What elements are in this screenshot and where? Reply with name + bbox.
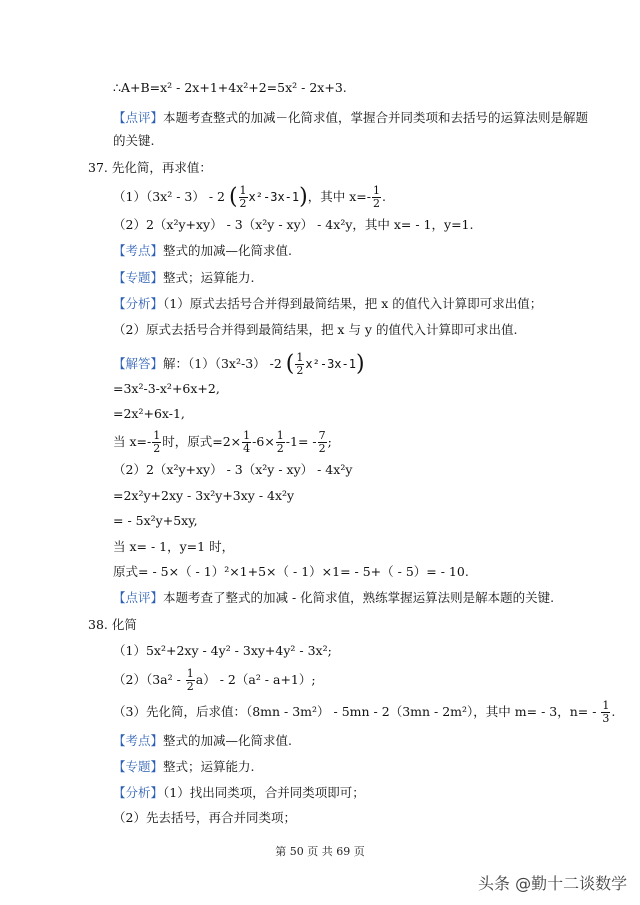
q37-1-fraction: $\frac{1}{2}$ xyxy=(239,184,247,210)
zhuanti-text: 整式；运算能力. xyxy=(163,270,255,285)
dianping-tag: 【点评】 xyxy=(113,590,164,605)
kaodian-tag-2: 【考点】 xyxy=(113,733,164,748)
solution-step-2: =2x²+6x-1, xyxy=(113,406,185,421)
kaodian-line-2 xyxy=(113,733,292,749)
kaodian-line xyxy=(113,243,292,259)
page-footer: 第 50 页 共 69 页 xyxy=(275,845,365,858)
fenxi-text: （1）原式去括号合并得到最简结果，把 x 的值代入计算即可求出值； xyxy=(163,296,543,311)
jieda-tag: 【解答】 xyxy=(113,356,164,371)
jieda-line: 【解答】解：（1）（3x²-3） -2 ( $\frac{1}{2}$ x²-3x-1) xyxy=(113,351,365,377)
fenxi-text-b: （1）找出同类项，合并同类项即可； xyxy=(163,785,365,800)
dianping-line xyxy=(113,590,554,606)
dianping-text: 本题考查了整式的加减 - 化简求值，熟练掌握运算法则是解本题的关键. xyxy=(163,590,555,605)
fenxi-line xyxy=(113,296,542,312)
watermark: 头条 @勤十二谈数学 xyxy=(478,874,628,893)
zhuanti-text-2: 整式；运算能力. xyxy=(163,759,255,774)
solution-step-1: =3x²-3-x²+6x+2, xyxy=(113,381,220,396)
zhuanti-tag-2: 【专题】 xyxy=(113,759,164,774)
jieda-fraction: $\frac{1}{2}$ xyxy=(296,351,304,377)
question-37-part-1: （1）（3x² - 3） - 2 ( $\frac{1}{2}$ x²-3x-1)，其中 x=- $\frac{1}{2}$ . xyxy=(113,184,386,210)
zhuanti-tag: 【专题】 xyxy=(113,270,164,285)
solution-step-3: 当 x=- $\frac{1}{2}$ 时，原式=2× $\frac{1}{4}$ -6× $\frac{1}{2}$ -1= - $\frac{7}{2}$ ; xyxy=(113,429,332,455)
comment-tag: 【点评】 xyxy=(113,110,164,125)
solution-step-4: （2）2（x²y+xy） - 3（x²y - xy） - 4x²y xyxy=(113,462,353,477)
fenxi-line-b2: （2）先去括号，再合并同类项； xyxy=(113,810,296,825)
line-result: ∴A+B=x² - 2x+1+4x²+2=5x² - 2x+3. xyxy=(113,80,347,95)
question-37-part-2: （2）2（x²y+xy） - 3（x²y - xy） - 4x²y，其中 x= - 1，y=1. xyxy=(113,217,474,232)
fenxi-tag-b: 【分析】 xyxy=(113,785,164,800)
question-38-part-2: （2）（3a² - $\frac{1}{2}$ a） - 2（a² - a+1）; xyxy=(113,667,316,693)
kaodian-text-2: 整式的加减—化简求值. xyxy=(163,733,292,748)
fenxi-line-2: （2）原式去括号合并得到最简结果，把 x 与 y 的值代入计算即可求出值. xyxy=(113,322,518,337)
fenxi-tag: 【分析】 xyxy=(113,296,164,311)
zhuanti-line-2 xyxy=(113,759,255,775)
solution-step-5: =2x²y+2xy - 3x²y+3xy - 4x²y xyxy=(113,488,295,503)
q37-1-expr: x²-3x-1 xyxy=(248,190,300,204)
question-38-part-3: （3）先化简，后求值：（8mn - 3m²） - 5mn - 2（3mn - 2m²），其中 m= - 3，n= - $\frac{1}{3}$ . xyxy=(113,699,616,725)
question-38-part-1: （1）5x²+2xy - 4y² - 3xy+4y² - 3x²; xyxy=(113,643,332,658)
comment-text: 本题考查整式的加减－化简求值，掌握合并同类项和去括号的运算法则是解题 xyxy=(163,110,589,125)
solution-step-6: = - 5x²y+5xy, xyxy=(113,513,198,528)
jieda-expr: x²-3x-1 xyxy=(305,357,356,371)
comment-line xyxy=(113,110,588,126)
jieda-text-a: 解：（1）（3x²-3） -2 xyxy=(163,356,282,371)
kaodian-text: 整式的加减—化简求值. xyxy=(163,243,292,258)
q37-1-text-c: ，其中 x=- xyxy=(307,189,371,204)
q37-1-text-a: （1）（3x² - 3） - 2 xyxy=(113,189,225,204)
question-38-title: 38. 化简 xyxy=(88,617,137,632)
zhuanti-line xyxy=(113,270,255,286)
solution-step-8: 原式= - 5×（ - 1）²×1+5×（ - 1）×1= - 5+（ - 5）= - 10. xyxy=(113,564,469,579)
q37-1-value: $\frac{1}{2}$ xyxy=(372,184,380,210)
question-37-title: 37. 先化简，再求值： xyxy=(88,160,212,175)
kaodian-tag: 【考点】 xyxy=(113,243,164,258)
fenxi-line-b xyxy=(113,785,365,801)
solution-step-7: 当 x= - 1，y=1 时， xyxy=(113,539,235,554)
comment-line-2: 的关键. xyxy=(113,133,155,148)
